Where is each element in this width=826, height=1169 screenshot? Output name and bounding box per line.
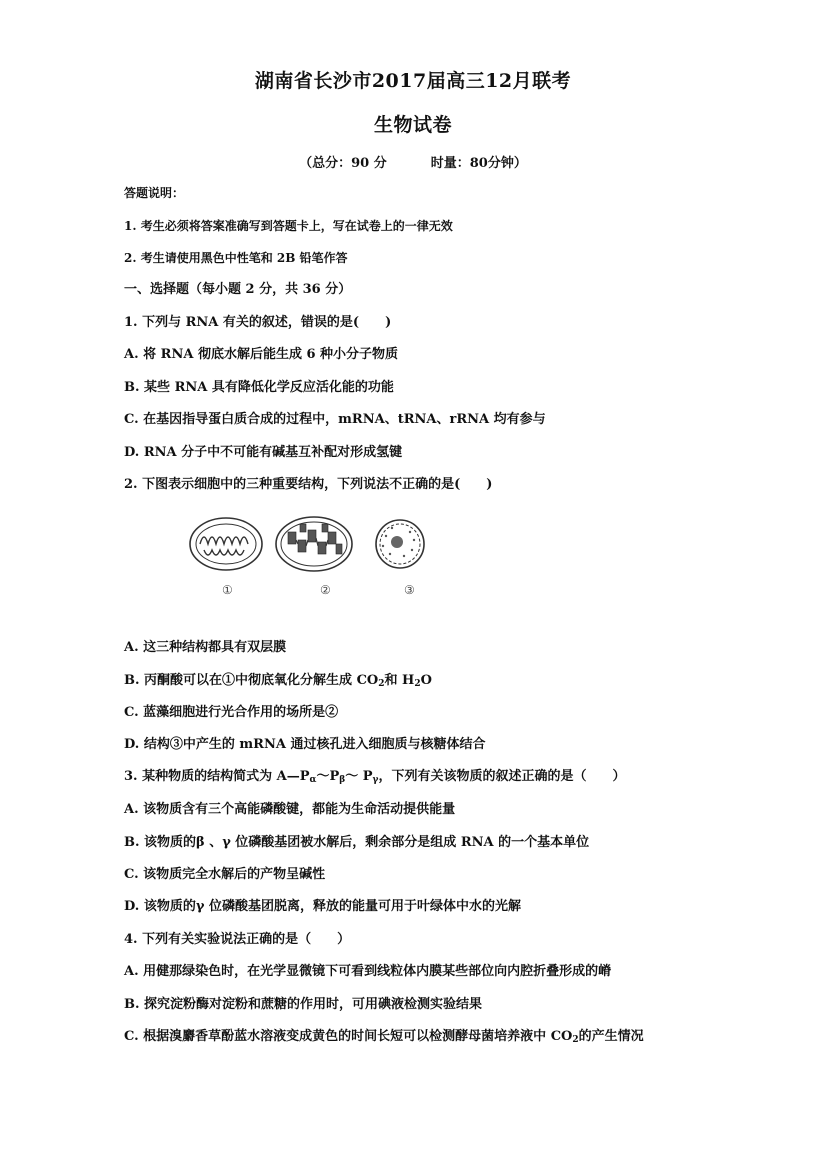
option: C. 该物质完全水解后的产物呈碱性 — [124, 867, 326, 882]
question-stem: 1. 下列与 RNA 有关的叙述，错误的是( ) — [124, 315, 392, 330]
option: D. RNA 分子中不可能有碱基互补配对形成氢键 — [124, 445, 403, 460]
subscript: 2 — [378, 679, 385, 689]
question-stem: 4. 下列有关实验说法正确的是（ ） — [124, 932, 351, 947]
option: A. 该物质含有三个高能磷酸键，都能为生命活动提供能量 — [124, 802, 456, 817]
figure-label-2: ② — [320, 583, 331, 597]
option: A. 用健那绿染色时，在光学显微镜下可看到线粒体内膜某些部位向内腔折叠形成的嵴 — [124, 964, 612, 979]
exam-title: 湖南省长沙市2017届高三12月联考 — [254, 70, 572, 92]
option: C. 在基因指导蛋白质合成的过程中，mRNA、tRNA、rRNA 均有参与 — [124, 412, 546, 427]
option: B. 探究淀粉酶对淀粉和蔗糖的作用时，可用碘液检测实验结果 — [124, 997, 483, 1012]
exam-subject: 生物试卷 — [373, 114, 452, 136]
instructions-heading: 答题说明： — [124, 186, 185, 200]
option: A. 将 RNA 彻底水解后能生成 6 种小分子物质 — [124, 347, 399, 362]
option-text: 的产生情况 — [578, 1029, 644, 1044]
option: A. 这三种结构都具有双层膜 — [124, 640, 287, 655]
subscript: 2 — [414, 679, 421, 689]
option: C. 蓝藻细胞进行光合作用的场所是② — [124, 705, 339, 720]
chloroplast-diagram — [276, 517, 352, 571]
figure-label-1: ① — [222, 583, 233, 597]
time-limit: 时量：80分钟） — [430, 156, 527, 171]
option: D. 结构③中产生的 mRNA 通过核孔进入细胞质与核糖体结合 — [124, 737, 486, 752]
option — [124, 672, 432, 690]
stem-text: ～P — [316, 769, 340, 784]
option: B. 该物质的β 、γ 位磷酸基团被水解后，剩余部分是组成 RNA 的一个基本单位 — [124, 835, 590, 850]
subscript: 2 — [572, 1035, 579, 1045]
option-text: 和 H — [384, 673, 415, 688]
total-score: （总分：90 分 — [299, 156, 387, 171]
subscript: β — [339, 775, 346, 785]
exam-meta — [0, 152, 826, 171]
instruction-item: 2. 考生请使用黑色中性笔和 2B 铅笔作答 — [124, 251, 348, 265]
question-stem: 2. 下图表示细胞中的三种重要结构，下列说法不正确的是( ) — [124, 477, 493, 492]
subscript: α — [309, 775, 317, 785]
instruction-item: 1. 考生必须将答案准确写到答题卡上，写在试卷上的一律无效 — [124, 219, 453, 233]
mitochondrion-diagram — [190, 518, 262, 570]
figure-label-3: ③ — [404, 583, 415, 597]
option: D. 该物质的γ 位磷酸基团脱离，释放的能量可用于叶绿体中水的光解 — [124, 899, 521, 914]
stem-text: ，下列有关该物质的叙述正确的是（ ） — [378, 769, 626, 784]
nucleus-diagram — [376, 520, 424, 568]
option-text: C. 根据溴麝香草酚蓝水溶液变成黄色的时间长短可以检测酵母菌培养液中 CO — [124, 1029, 573, 1044]
section-heading: 一、选择题（每小题 2 分，共 36 分） — [124, 282, 352, 297]
option — [124, 1028, 644, 1046]
option-text: B. 丙酮酸可以在①中彻底氧化分解生成 CO — [124, 673, 379, 688]
option: B. 某些 RNA 具有降低化学反应活化能的功能 — [124, 380, 394, 395]
stem-text: 3. 某种物质的结构简式为 A—P — [124, 769, 310, 784]
question-stem — [124, 768, 625, 786]
option-text: O — [420, 673, 432, 688]
subscript: γ — [372, 775, 379, 785]
stem-text: ～ P — [345, 769, 373, 784]
